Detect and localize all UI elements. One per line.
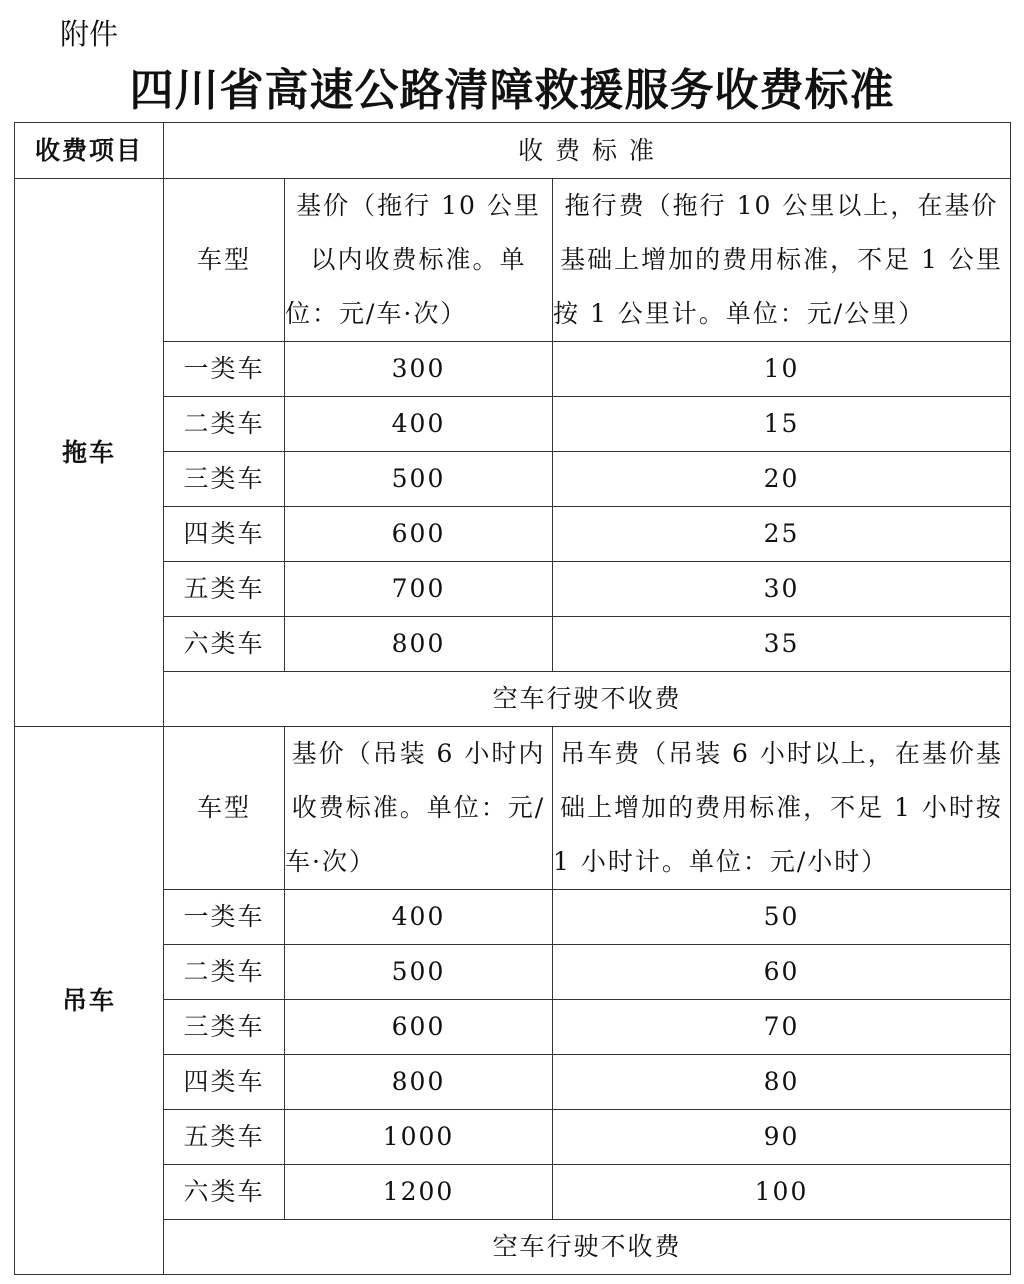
base-price: 600 [285, 507, 553, 562]
vehicle-type: 四类车 [164, 507, 285, 562]
table-header-row [15, 123, 1011, 179]
extra-fee: 100 [553, 1165, 1011, 1220]
crane-extra-fee-header: 吊车费（吊装 6 小时以上，在基价基础上增加的费用标准，不足 1 小时按 1 小时计。单位：元/小时） [553, 727, 1011, 890]
table-row [15, 342, 1011, 397]
vehicle-type: 一类车 [164, 890, 285, 945]
base-price: 800 [285, 617, 553, 672]
table-row [15, 890, 1011, 945]
crane-subheader-row [15, 727, 1011, 890]
extra-fee: 15 [553, 397, 1011, 452]
table-row [15, 562, 1011, 617]
table-row [15, 507, 1011, 562]
base-price: 500 [285, 452, 553, 507]
extra-fee: 10 [553, 342, 1011, 397]
base-price: 300 [285, 342, 553, 397]
extra-fee: 25 [553, 507, 1011, 562]
extra-fee: 60 [553, 945, 1011, 1000]
table-row [15, 452, 1011, 507]
base-price: 600 [285, 1000, 553, 1055]
table-row [15, 617, 1011, 672]
base-price: 700 [285, 562, 553, 617]
towing-note-row [15, 672, 1011, 727]
attachment-label: 附件 [60, 17, 119, 51]
towing-note: 空车行驶不收费 [164, 672, 1011, 727]
vehicle-type-header: 车型 [164, 179, 285, 342]
crane-note-row [15, 1220, 1011, 1275]
extra-fee: 30 [553, 562, 1011, 617]
vehicle-type: 四类车 [164, 1055, 285, 1110]
extra-fee: 20 [553, 452, 1011, 507]
towing-subheader-row [15, 179, 1011, 342]
table-row [15, 1110, 1011, 1165]
vehicle-type: 二类车 [164, 945, 285, 1000]
extra-fee: 70 [553, 1000, 1011, 1055]
vehicle-type: 五类车 [164, 562, 285, 617]
base-price: 1200 [285, 1165, 553, 1220]
towing-base-price-header: 基价（拖行 10 公里以内收费标准。单位：元/车·次） [285, 179, 553, 342]
base-price: 500 [285, 945, 553, 1000]
vehicle-type: 三类车 [164, 452, 285, 507]
base-price: 400 [285, 890, 553, 945]
extra-fee: 90 [553, 1110, 1011, 1165]
vehicle-type: 一类车 [164, 342, 285, 397]
table-row [15, 1165, 1011, 1220]
vehicle-type-header: 车型 [164, 727, 285, 890]
vehicle-type: 二类车 [164, 397, 285, 452]
extra-fee: 35 [553, 617, 1011, 672]
section-name-towing: 拖车 [15, 179, 164, 727]
vehicle-type: 五类车 [164, 1110, 285, 1165]
towing-extra-fee-header: 拖行费（拖行 10 公里以上，在基价基础上增加的费用标准，不足 1 公里按 1 公里计。单位：元/公里） [553, 179, 1011, 342]
base-price: 1000 [285, 1110, 553, 1165]
extra-fee: 50 [553, 890, 1011, 945]
section-name-crane: 吊车 [15, 727, 164, 1275]
document-title: 四川省高速公路清障救援服务收费标准 [129, 65, 895, 116]
table-row [15, 1000, 1011, 1055]
crane-base-price-header: 基价（吊装 6 小时内收费标准。单位：元/车·次） [285, 727, 553, 890]
table-row [15, 945, 1011, 1000]
vehicle-type: 三类车 [164, 1000, 285, 1055]
base-price: 400 [285, 397, 553, 452]
header-fee-standard: 收 费 标 准 [164, 123, 1011, 179]
table-row [15, 397, 1011, 452]
vehicle-type: 六类车 [164, 617, 285, 672]
header-fee-item: 收费项目 [15, 123, 164, 179]
table-row [15, 1055, 1011, 1110]
base-price: 800 [285, 1055, 553, 1110]
fee-standard-table [14, 122, 1011, 1275]
crane-note: 空车行驶不收费 [164, 1220, 1011, 1275]
vehicle-type: 六类车 [164, 1165, 285, 1220]
extra-fee: 80 [553, 1055, 1011, 1110]
